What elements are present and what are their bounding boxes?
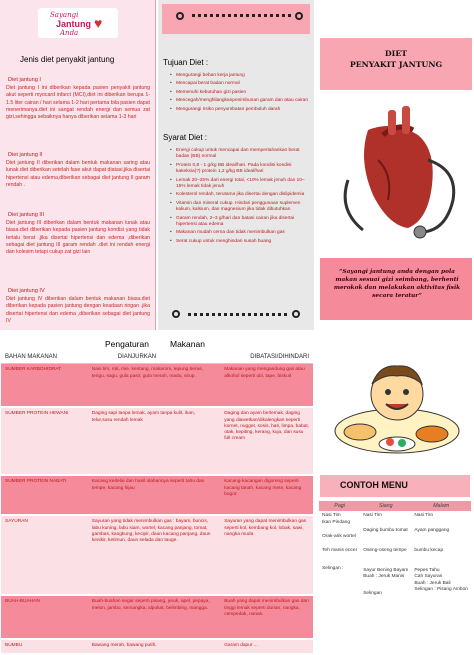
title-line1: DIET bbox=[384, 49, 408, 58]
menu-item: Ayam panggang bbox=[414, 527, 450, 533]
menu-item: Ikan Pindang bbox=[322, 519, 351, 525]
menu-item: Daging bumbu tomat bbox=[363, 527, 408, 533]
menu-item: Sayur Bening Bayam bbox=[363, 568, 409, 574]
dotted-divider bbox=[188, 313, 288, 316]
spiral-icon bbox=[292, 310, 300, 318]
menu-item: Cah Sayuran bbox=[414, 574, 443, 580]
table-title-part1: Pengaturan bbox=[105, 339, 149, 349]
diet-section-text: Diet jantung I ini diberikan kepada pasien penyakit jantung akut seperti myocard infarct (MCI),diet ini diberikan berupa 1-1.5 liter cairan / hari selama 1-2 hari pertama bila pasien dapat menerimanya.diet ini sangat rendah energi dan semua zat gizi,sehingga sebaiknya hanya diberikan selama 1-3 hari bbox=[6, 85, 150, 121]
table-row bbox=[1, 595, 313, 639]
list-item: • Serat cukup untuk menghindari susah buang bbox=[170, 239, 310, 245]
menu-item: Pepes Tahu bbox=[414, 568, 440, 574]
heart-stethoscope-illustration bbox=[328, 100, 468, 240]
menu-item: Nasi Tim bbox=[322, 513, 341, 519]
menu-item: Selingan : bbox=[322, 566, 344, 572]
menu-item: Oseng-oseng tempe bbox=[363, 547, 407, 553]
menu-title: CONTOH MENU bbox=[340, 480, 408, 490]
column-header: DIANJURKAN bbox=[88, 351, 220, 364]
column-header: Malam bbox=[411, 501, 471, 511]
syarat-list bbox=[170, 148, 310, 247]
list-item: • Kolesterol rendah, terutama jika disertai dengan dislipidemia bbox=[170, 192, 310, 198]
menu-item: Nasi Tim bbox=[414, 513, 433, 519]
list-item: • Makanan mudah cerna dan tidak menimbulkan gas bbox=[170, 230, 310, 236]
diet-section-text: Diet jantung II diberikan dalam bentuk makanan saring atau lunak.diet diberikan setelah fase akut dapat diatasi,jika disertai hipertensi atau edema,diberikan sebagai diet jantung II garam rendah . bbox=[6, 160, 150, 188]
avoid-cell: Sayuran yang dapat menimbulkan gas seperti kol, kembang kol, lobak, sawi, nangka muda bbox=[220, 515, 313, 595]
food-category: SUMBER PROTEIN HEWANI bbox=[1, 407, 88, 475]
column-header: Siang bbox=[360, 501, 411, 511]
menu-item: Teh manis encer bbox=[322, 548, 358, 554]
quote-text: “Sayangi jantung anda dengan pola makan sesuai gizi seimbang, berhenti merokok dan melakukan aktivitas fisik secara teratur” bbox=[333, 269, 461, 299]
column-header: BAHAN MAKANAN bbox=[1, 351, 88, 364]
menu-item: Orak-arik wortel bbox=[322, 533, 356, 539]
food-guidelines-table bbox=[1, 351, 313, 655]
list-item: • Memenuhi kebutuhan gizi pasien bbox=[170, 90, 310, 96]
spiral-icon bbox=[295, 12, 303, 20]
recommended-cell: Daging sapi tanpa lemak, ayam tanpa kulit, ikan, telur,susu rendah lemak bbox=[88, 407, 220, 475]
table-row bbox=[1, 515, 313, 595]
boy-eating-illustration bbox=[330, 356, 465, 461]
list-item: • Lemak 20–25% dari energi total, <10% lemak jenuh dan 10–15% lemak tidak jenuh bbox=[170, 178, 310, 191]
food-category: BUAH-BUAHAN bbox=[1, 595, 88, 639]
menu-malam-column bbox=[411, 511, 471, 599]
menu-pagi-column bbox=[319, 511, 360, 599]
list-item: • Mencegah/menghilangkanpenimbunan garam dan atau cairan bbox=[170, 98, 310, 104]
avoid-cell: Kacang-kacangan digoreng seperti kacang tanah, kacang mete, kacang bogor. bbox=[220, 475, 313, 515]
recommended-cell: Bawang merah, bawang putih, bbox=[88, 639, 220, 653]
menu-item: bumbu kecap bbox=[414, 547, 444, 553]
dotted-divider bbox=[192, 14, 292, 17]
list-item: • Energi cukup untuk mencapai dan mempertahankan berat badan (BB) normal bbox=[170, 148, 310, 161]
food-category: SUMBER PROTEIN NABATI bbox=[1, 475, 88, 515]
list-item: • Vitamin dan mineral cukup. Hindari penggunaan suplemen kalium, kalsium, dan magnesium jika tidak dibutuhkan bbox=[170, 201, 310, 214]
heart-icon: ♥ bbox=[94, 15, 103, 31]
table-row bbox=[1, 639, 313, 653]
panel1-heading: Jenis diet penyakit jantung bbox=[20, 55, 115, 64]
tujuan-title: Tujuan Diet : bbox=[163, 58, 209, 67]
spiral-icon bbox=[172, 310, 180, 318]
diet-section-title: Diet jantung II bbox=[8, 152, 43, 158]
food-category: SUMBER KARBOHIDRAT bbox=[1, 364, 88, 408]
list-item: • Garam rendah, 2–3 g/hari dan batasi cairan jika disertai hipertensi atau edema bbox=[170, 216, 310, 229]
recommended-cell: Nasi tim, roti, mie, kentang, makaroni, tepung beras, terigu, sagu, gula pasir, gula merah, madu, sirup. bbox=[88, 364, 220, 408]
list-item: • Mengurangi beban kerja jantung bbox=[170, 73, 310, 79]
list-item: • Protein 0,8 - 1 g/kg BB ideal/hari. Pada kondisi kondisi kakeksia(?) protein 1,2 g/kg BB ideal/hari bbox=[170, 163, 310, 176]
avoid-cell: Buah yang dapat menimbulkan gas dan tinggi lemak seperti durian, nangka, cempedak, nanas. bbox=[220, 595, 313, 639]
menu-item: Buah : Jeruk Bali bbox=[414, 580, 451, 586]
table-title-part2: Makanan bbox=[170, 339, 205, 349]
logo-line2: Jantung bbox=[56, 19, 91, 29]
logo-line3: Anda bbox=[60, 29, 79, 37]
column-header: Pagi bbox=[319, 501, 360, 511]
logo bbox=[38, 8, 118, 38]
logo-line1: Sayangi bbox=[50, 11, 79, 19]
menu-item: Selingan : Pisang Ambon bbox=[414, 587, 468, 593]
menu-table bbox=[319, 501, 471, 599]
menu-item: Buah : Jeruk Manis bbox=[363, 574, 405, 580]
table-row bbox=[1, 364, 313, 408]
brochure-title bbox=[318, 48, 474, 70]
title-line2: PENYAKIT JANTUNG bbox=[349, 60, 443, 69]
column-header: DIBATASI/DIHINDARI bbox=[220, 351, 313, 364]
food-category: BUMBU bbox=[1, 639, 88, 653]
list-item: • Mencapai berat badan normal bbox=[170, 81, 310, 87]
menu-item: Nasi Tim bbox=[363, 513, 382, 519]
avoid-cell: Makanan yang mengandung gas atau alkohol seperti ubi, tape, biskuit bbox=[220, 364, 313, 408]
diet-section-title: Diet jantung IV bbox=[8, 288, 45, 294]
diet-section-text: Diet jantung III diberikan dalam bentuk makanan lunak atau biasa.diet diberikan kepada pasien jantung kondisi yang tidak terlalu berat ,jika disertai hipertensi dan edema ,diberikan sebagai diet jantung III garam rendah .diet ini rendah energi dan kolesim tetapi cukup zat gizi lain bbox=[6, 220, 150, 256]
diet-section-title: Diet jantung I bbox=[8, 77, 41, 83]
recommended-cell: Kacang kedelai dan hasil olahannya seperti tahu dan tempe, kacang hijau bbox=[88, 475, 220, 515]
recommended-cell: Buah-buahan segar seperti pisang, jeruk, apel, pepaya, melon, jambu, semangka, alpukat, belimbing, mangga. bbox=[88, 595, 220, 639]
avoid-cell: Garam dapur ... bbox=[220, 639, 313, 653]
tujuan-list bbox=[170, 73, 310, 115]
decor-band bbox=[162, 4, 310, 34]
table-row bbox=[1, 407, 313, 475]
list-item: • Mengurangi risiko penyumbatan pembuluh darah bbox=[170, 107, 310, 113]
table-row bbox=[1, 475, 313, 515]
diet-section-title: Diet jantung III bbox=[8, 212, 45, 218]
menu-item: Selingan bbox=[363, 590, 382, 596]
spiral-icon bbox=[176, 12, 184, 20]
recommended-cell: Sayuran yang tidak menimbulkan gas : bayam, buncis, labu kuning, labu siam, wortel, kacang panjang, tomat, gambas, kangkung, kecipir, daun kacang panjang, daun kenikir, ketimun, daun selada dan tauge. bbox=[88, 515, 220, 595]
syarat-title: Syarat Diet : bbox=[163, 133, 208, 142]
avoid-cell: Daging dan ayam berlemak, daging yang diawetkan/dikalengkan seperti kornet, nugget, sosis, hati, limpa, babat, otak, kepiting, kerang, kuju, dan susu full cream bbox=[220, 407, 313, 475]
food-category: SAYURAN bbox=[1, 515, 88, 595]
diet-section-text: Diet jantung IV diberikan dalam bentuk makanan biasa.diet diberikan kepada pasien jantung dengan keadaan ringan .jika disertai hipertensi dan edema ,diberikan sebagai diet jantung IV bbox=[6, 296, 150, 324]
menu-siang-column bbox=[360, 511, 411, 599]
